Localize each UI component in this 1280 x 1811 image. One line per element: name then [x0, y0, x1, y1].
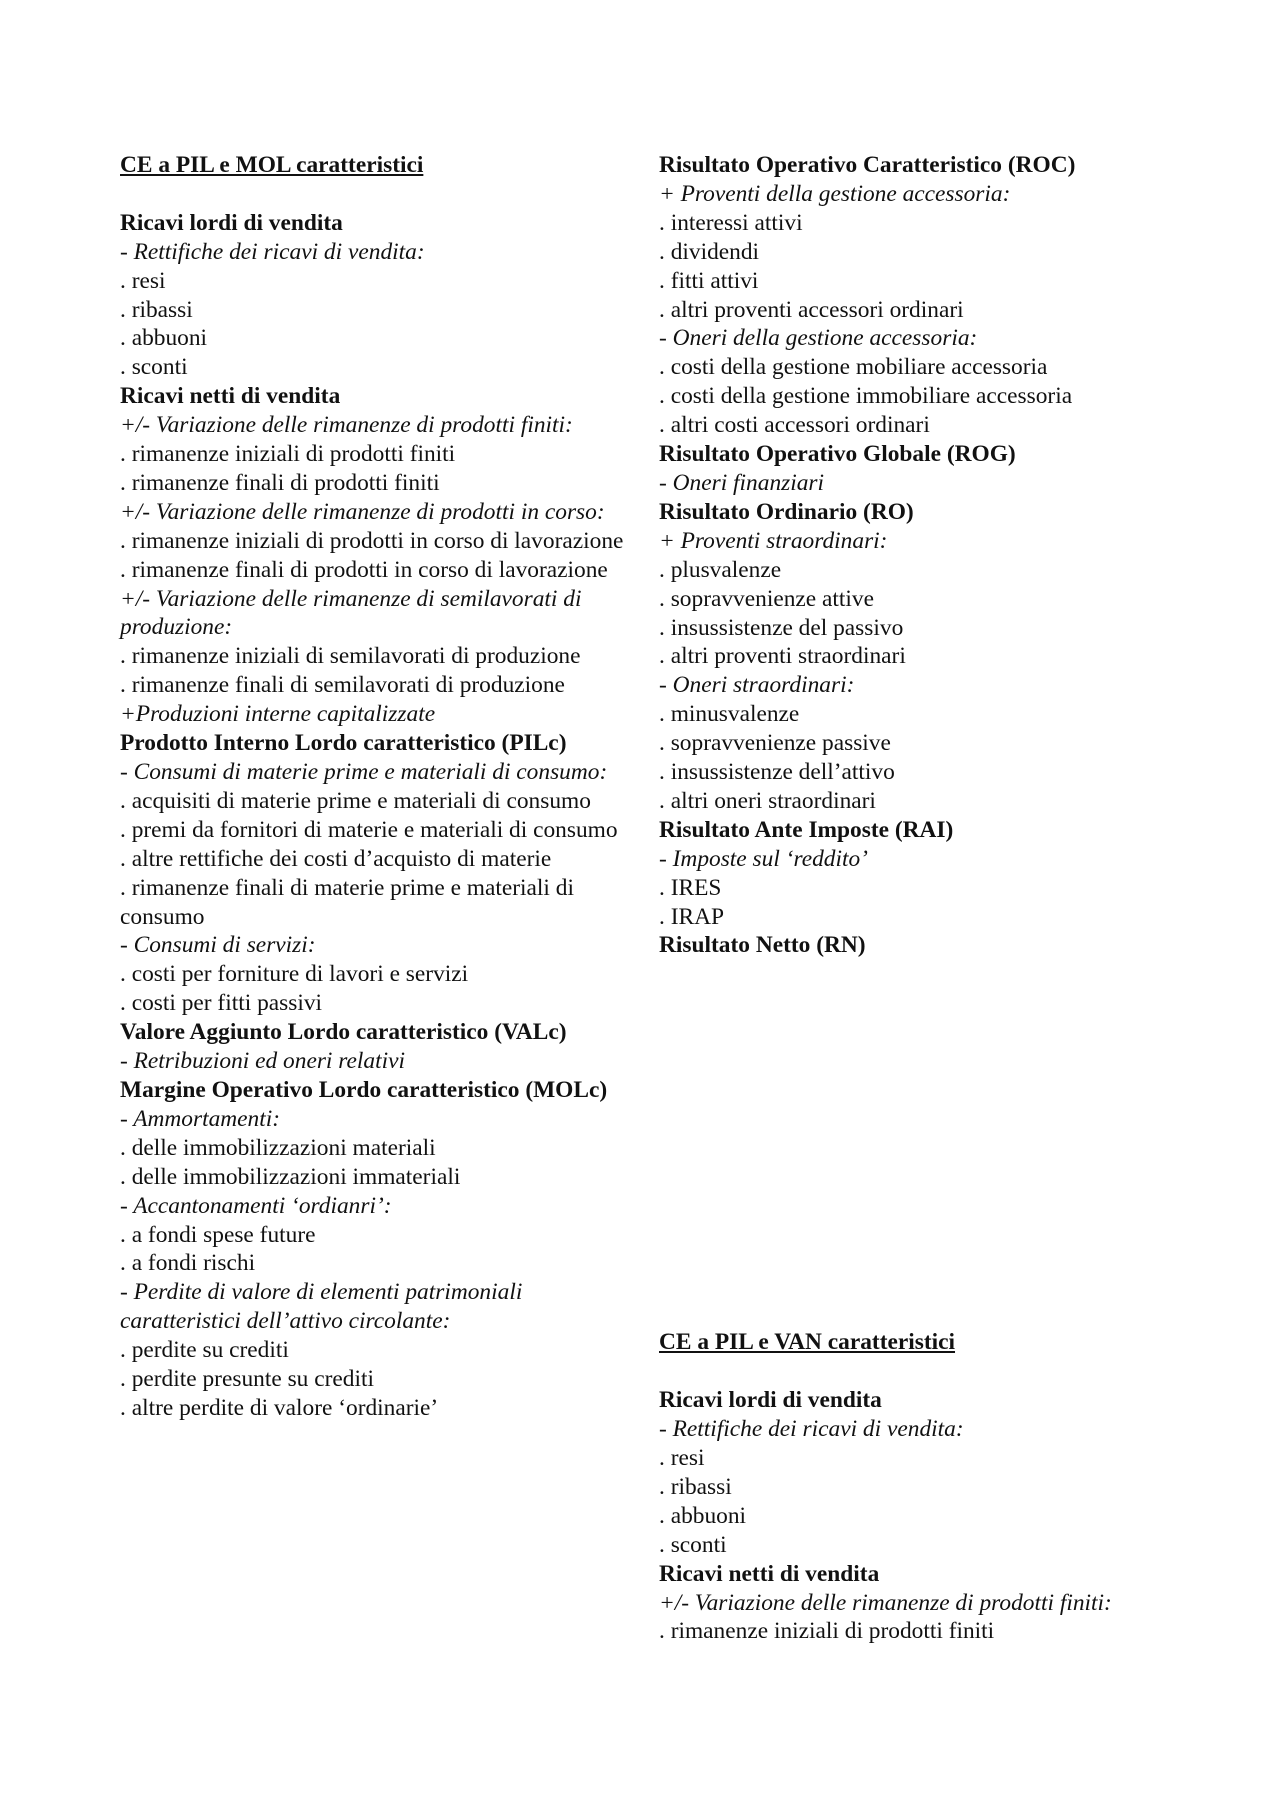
result-heading: Ricavi netti di vendita [659, 1560, 880, 1587]
adjustment-label: + Proventi straordinari: [659, 527, 888, 554]
section-title: CE a PIL e MOL caratteristici [120, 152, 424, 178]
list-item: . premi da fornitori di materie e materiali di consumo [120, 816, 618, 843]
result-heading: Ricavi lordi di vendita [120, 209, 343, 236]
result-heading: Valore Aggiunto Lordo caratteristico (VALc) [120, 1019, 567, 1046]
left-column [120, 151, 630, 1423]
list-item: . a fondi spese future [120, 1221, 316, 1248]
section-title-2: CE a PIL e VAN caratteristici [659, 1329, 956, 1356]
list-item: . sopravvenienze attive [659, 585, 874, 612]
list-item: . abbuoni [659, 1502, 747, 1529]
spacer [659, 960, 1179, 1328]
list-item: . resi [659, 1444, 705, 1471]
list-item: . costi della gestione mobiliare accessoria [659, 354, 1048, 381]
list-item: . altri oneri straordinari [659, 787, 876, 814]
list-item: . costi della gestione immobiliare accessoria [659, 383, 1073, 410]
adjustment-label: - Perdite di valore di elementi patrimoniali caratteristici dell’attivo circolante: [120, 1279, 523, 1335]
adjustment-label: - Accantonamenti ‘ordianri’: [120, 1192, 392, 1219]
list-item: . IRAP [659, 903, 724, 930]
adjustment-label: - Imposte sul ‘reddito’ [659, 845, 868, 872]
adjustment-label: +Produzioni interne capitalizzate [120, 701, 436, 728]
result-heading: Risultato Operativo Caratteristico (ROC) [659, 152, 1076, 178]
list-item: . sopravvenienze passive [659, 730, 891, 757]
list-item: . ribassi [120, 296, 193, 323]
list-item: . rimanenze iniziali di semilavorati di produzione [120, 643, 581, 670]
list-item: . altri proventi accessori ordinari [659, 296, 964, 323]
list-item: . rimanenze finali di prodotti in corso di lavorazione [120, 556, 608, 583]
list-item: . perdite presunte su crediti [120, 1366, 374, 1393]
list-item: . sconti [120, 354, 188, 381]
adjustment-label: - Oneri finanziari [659, 469, 825, 496]
adjustment-label: - Rettifiche dei ricavi di vendita: [659, 1416, 964, 1443]
list-item: . fitti attivi [659, 267, 759, 294]
spacer [659, 1357, 1179, 1386]
list-item: . costi per fitti passivi [120, 990, 323, 1017]
list-item: . acquisiti di materie prime e materiali di consumo [120, 787, 591, 814]
adjustment-label: +/- Variazione delle rimanenze di prodotti finiti: [659, 1589, 1112, 1616]
list-item: . insussistenze del passivo [659, 614, 904, 641]
adjustment-label: +/- Variazione delle rimanenze di prodotti finiti: [120, 412, 573, 439]
right-top-lines [659, 151, 1179, 960]
adjustment-label: + Proventi della gestione accessoria: [659, 180, 1011, 207]
adjustment-label: +/- Variazione delle rimanenze di prodotti in corso: [120, 498, 605, 525]
list-item: . delle immobilizzazioni materiali [120, 1134, 436, 1161]
adjustment-label: - Rettifiche dei ricavi di vendita: [120, 238, 425, 265]
left-lines [120, 209, 630, 1423]
result-heading: Risultato Ante Imposte (RAI) [659, 816, 954, 843]
adjustment-label: - Oneri della gestione accessoria: [659, 325, 978, 352]
list-item: . rimanenze iniziali di prodotti finiti [659, 1618, 995, 1645]
list-item: . delle immobilizzazioni immateriali [120, 1163, 461, 1190]
adjustment-label: - Consumi di servizi: [120, 932, 316, 959]
list-item: . ribassi [659, 1473, 732, 1500]
result-heading: Margine Operativo Lordo caratteristico (MOLc) [120, 1076, 608, 1103]
list-item: . interessi attivi [659, 209, 803, 236]
list-item: . perdite su crediti [120, 1337, 289, 1364]
list-item: . costi per forniture di lavori e servizi [120, 961, 469, 988]
list-item: . dividendi [659, 238, 760, 265]
adjustment-label: - Ammortamenti: [120, 1105, 281, 1132]
list-item: . minusvalenze [659, 701, 800, 728]
result-heading: Risultato Ordinario (RO) [659, 498, 914, 525]
adjustment-label: - Oneri straordinari: [659, 672, 855, 699]
adjustment-label: +/- Variazione delle rimanenze di semilavorati di produzione: [120, 585, 582, 641]
result-heading: Risultato Operativo Globale (ROG) [659, 441, 1016, 468]
list-item: . plusvalenze [659, 556, 782, 583]
list-item: . a fondi rischi [120, 1250, 256, 1277]
list-item: . abbuoni [120, 325, 208, 352]
result-heading: Ricavi lordi di vendita [659, 1387, 882, 1414]
list-item: . rimanenze iniziali di prodotti in corso di lavorazione [120, 527, 624, 554]
list-item: . altre perdite di valore ‘ordinarie’ [120, 1394, 439, 1421]
list-item: . altri costi accessori ordinari [659, 412, 930, 439]
result-heading: Ricavi netti di vendita [120, 383, 341, 410]
right-column [659, 151, 1179, 1646]
list-item: . resi [120, 267, 166, 294]
result-heading: Prodotto Interno Lordo caratteristico (PILc) [120, 730, 567, 757]
adjustment-label: - Retribuzioni ed oneri relativi [120, 1048, 405, 1075]
list-item: . rimanenze iniziali di prodotti finiti [120, 441, 456, 468]
list-item: . IRES [659, 874, 722, 901]
list-item: . altri proventi straordinari [659, 643, 906, 670]
list-item: . sconti [659, 1531, 727, 1558]
right-bottom-lines [659, 1386, 1179, 1646]
list-item: . insussistenze dell’attivo [659, 759, 895, 786]
spacer [120, 180, 630, 209]
list-item: . rimanenze finali di prodotti finiti [120, 469, 440, 496]
list-item: . altre rettifiche dei costi d’acquisto di materie [120, 845, 552, 872]
adjustment-label: - Consumi di materie prime e materiali di consumo: [120, 759, 608, 786]
list-item: . rimanenze finali di materie prime e materiali di consumo [120, 874, 574, 930]
list-item: . rimanenze finali di semilavorati di produzione [120, 672, 565, 699]
result-heading: Risultato Netto (RN) [659, 932, 866, 959]
